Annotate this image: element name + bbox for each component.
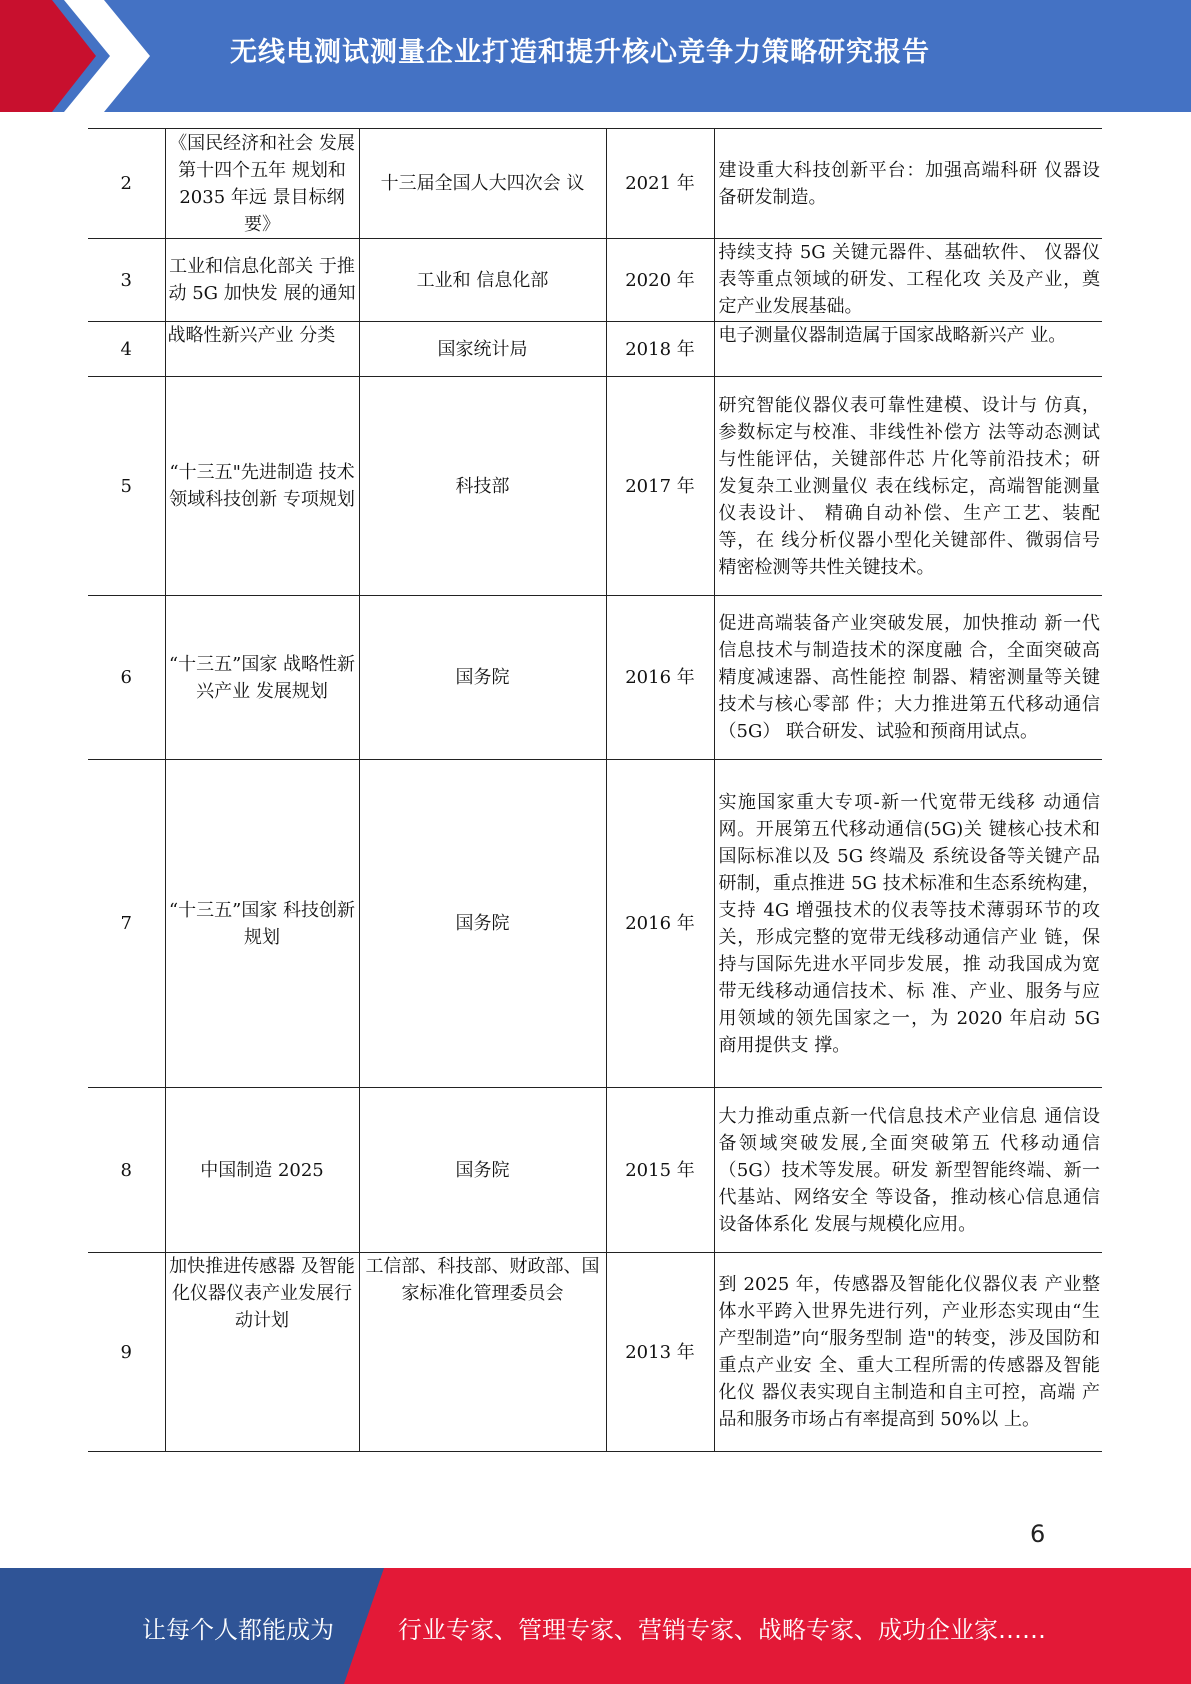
issue-year: 2016 年 xyxy=(606,596,714,760)
policy-content: 建设重大科技创新平台：加强高端科研 仪器设备研发制造。 xyxy=(714,129,1102,239)
table-row xyxy=(88,1088,1102,1253)
policy-name: “十三五”国家 科技创新规划 xyxy=(165,760,359,1088)
page-number: 6 xyxy=(1030,1520,1046,1548)
row-number: 4 xyxy=(88,322,165,377)
policy-content: 实施国家重大专项-新一代宽带无线移 动通信网。开展第五代移动通信(5G)关 键核心技术和国际标准以及 5G 终端及 系统设备等关键产品研制，重点推进 5G 技术标准和生态系统构建，支持 4G 增强技术的仪表等技术薄弱环节的攻 关，形成完整的宽带无线移动通信产业 链，保持与国际先进水平同步发展，推 动我国成为宽带无线移动通信技术、标 准、产业、服务与应用领域的领先国家之一，为 2020 年启动 5G 商用提供支 撑。 xyxy=(714,760,1102,1088)
policy-name: 加快推进传感器 及智能化仪器仪表产业发展行动计划 xyxy=(165,1253,359,1452)
issuing-department: 十三届全国人大四次会 议 xyxy=(359,129,606,239)
issue-year: 2021 年 xyxy=(606,129,714,239)
page-footer xyxy=(0,1568,1191,1684)
issue-year: 2020 年 xyxy=(606,239,714,322)
policy-content: 研究智能仪器仪表可靠性建模、设计与 仿真，参数标定与校准、非线性补偿方 法等动态测试与性能评估，关键部件芯 片化等前沿技术；研发复杂工业测量仪 表在线标定，高端智能测量仪表设计、 精确自动补偿、生产工艺、装配等，在 线分析仪器小型化关键部件、微弱信号 精密检测等共性关键技术。 xyxy=(714,377,1102,596)
policy-content: 促进高端装备产业突破发展，加快推动 新一代信息技术与制造技术的深度融 合，全面突破高精度减速器、高性能控 制器、精密测量等关键技术与核心零部 件；大力推进第五代移动通信（5G） 联合研发、试验和预商用试点。 xyxy=(714,596,1102,760)
issue-year: 2015 年 xyxy=(606,1088,714,1253)
table-row xyxy=(88,377,1102,596)
table-row xyxy=(88,129,1102,239)
policy-content: 大力推动重点新一代信息技术产业信息 通信设备领域突破发展,全面突破第五 代移动通信（5G）技术等发展。研发 新型智能终端、新一代基站、网络安全 等设备，推动核心信息通信设备体系化 发展与规模化应用。 xyxy=(714,1088,1102,1253)
footer-slogan-right: 行业专家、管理专家、营销专家、战略专家、成功企业家…… xyxy=(398,1616,1046,1644)
issuing-department: 科技部 xyxy=(359,377,606,596)
policy-name: “十三五"先进制造 技术领域科技创新 专项规划 xyxy=(165,377,359,596)
issue-year: 2018 年 xyxy=(606,322,714,377)
report-title: 无线电测试测量企业打造和提升核心竞争力策略研究报告 xyxy=(230,37,930,68)
issue-year: 2016 年 xyxy=(606,760,714,1088)
footer-slogan-left: 让每个人都能成为 xyxy=(142,1616,334,1644)
policy-content: 电子测量仪器制造属于国家战略新兴产 业。 xyxy=(714,322,1102,377)
table-row xyxy=(88,239,1102,322)
issue-year: 2017 年 xyxy=(606,377,714,596)
policy-name: “十三五”国家 战略性新兴产业 发展规划 xyxy=(165,596,359,760)
issuing-department: 工信部、科技部、财政部、国家标准化管理委员会 xyxy=(359,1253,606,1452)
policy-name: 工业和信息化部关 于推动 5G 加快发 展的通知 xyxy=(165,239,359,322)
row-number: 2 xyxy=(88,129,165,239)
policy-content: 到 2025 年，传感器及智能化仪器仪表 产业整体水平跨入世界先进行列，产业形态实现由“生产型制造”向“服务型制 造"的转变，涉及国防和重点产业安 全、重大工程所需的传感器及智能化仪 器仪表实现自主制造和自主可控，高端 产品和服务市场占有率提高到 50%以 上。 xyxy=(714,1253,1102,1452)
issuing-department: 国务院 xyxy=(359,1088,606,1253)
row-number: 8 xyxy=(88,1088,165,1253)
row-number: 7 xyxy=(88,760,165,1088)
table-row xyxy=(88,322,1102,377)
issue-year: 2013 年 xyxy=(606,1253,714,1452)
row-number: 6 xyxy=(88,596,165,760)
row-number: 5 xyxy=(88,377,165,596)
table-row xyxy=(88,596,1102,760)
table-row xyxy=(88,760,1102,1088)
policy-table xyxy=(88,128,1102,1452)
policy-name: 中国制造 2025 xyxy=(165,1088,359,1253)
issuing-department: 国家统计局 xyxy=(359,322,606,377)
header-chevron-decoration xyxy=(0,0,150,112)
row-number: 9 xyxy=(88,1253,165,1452)
table-row xyxy=(88,1253,1102,1452)
issuing-department: 国务院 xyxy=(359,596,606,760)
issuing-department: 工业和 信息化部 xyxy=(359,239,606,322)
row-number: 3 xyxy=(88,239,165,322)
policy-name: 《国民经济和社会 发展第十四个五年 规划和 2035 年远 景目标纲要》 xyxy=(165,129,359,239)
page-header xyxy=(0,0,1191,112)
policy-name: 战略性新兴产业 分类 xyxy=(165,322,359,377)
issuing-department: 国务院 xyxy=(359,760,606,1088)
policy-content: 持续支持 5G 关键元器件、基础软件、 仪器仪表等重点领域的研发、工程化攻 关及产业，奠定产业发展基础。 xyxy=(714,239,1102,322)
